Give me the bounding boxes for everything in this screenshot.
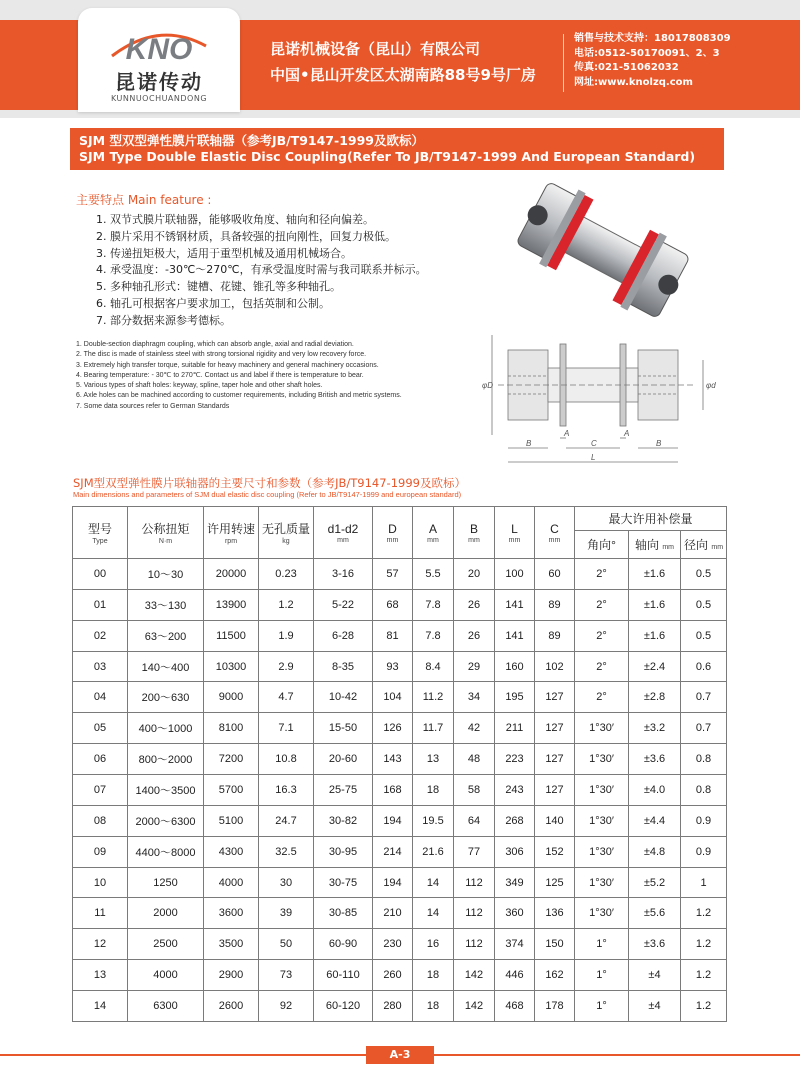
- company-info: [270, 36, 560, 88]
- cell-c: 127: [535, 682, 575, 713]
- header-c: C mm: [535, 507, 575, 559]
- cell-l: 268: [495, 805, 535, 836]
- cell-angle: 1°30′: [575, 898, 629, 929]
- product-title-en: SJM Type Double Elastic Disc Coupling(Refer To JB/T9147-1999 And European Standard): [79, 149, 696, 164]
- contact-info: [574, 32, 794, 90]
- dimension-drawing: [478, 330, 728, 470]
- table-row: [73, 713, 727, 744]
- cell-l: 243: [495, 775, 535, 806]
- cell-radial: 1: [681, 867, 727, 898]
- cell-torque: 4000: [128, 960, 204, 991]
- table-row: [73, 836, 727, 867]
- cell-c: 127: [535, 775, 575, 806]
- cell-axial: ±5.6: [629, 898, 681, 929]
- logo: [78, 8, 240, 112]
- header-b: B mm: [454, 507, 495, 559]
- cell-bore: 30-85: [314, 898, 373, 929]
- contact-website[interactable]: 网址:www.knolzq.com: [574, 76, 693, 88]
- page-number: A-3: [366, 1046, 434, 1064]
- cell-radial: 0.8: [681, 744, 727, 775]
- cell-b: 42: [454, 713, 495, 744]
- cell-angle: 1°30′: [575, 836, 629, 867]
- cell-speed: 13900: [204, 589, 259, 620]
- label-a-left: A: [564, 429, 570, 438]
- cell-b: 34: [454, 682, 495, 713]
- cell-speed: 10300: [204, 651, 259, 682]
- cell-mass: 32.5: [259, 836, 314, 867]
- cell-type: 00: [73, 559, 128, 590]
- cell-axial: ±3.6: [629, 744, 681, 775]
- cell-type: 13: [73, 960, 128, 991]
- page-header: [0, 0, 800, 118]
- list-item: 2. 膜片采用不锈钢材质，具备较强的扭向刚性，回复力极低。: [96, 229, 396, 243]
- cell-bore: 30-95: [314, 836, 373, 867]
- cell-speed: 5100: [204, 805, 259, 836]
- cell-b: 77: [454, 836, 495, 867]
- cell-axial: ±4.0: [629, 775, 681, 806]
- cell-angle: 1°30′: [575, 805, 629, 836]
- cell-bore: 30-75: [314, 867, 373, 898]
- cell-type: 09: [73, 836, 128, 867]
- cell-l: 141: [495, 589, 535, 620]
- cell-mass: 24.7: [259, 805, 314, 836]
- cell-c: 140: [535, 805, 575, 836]
- header-type: 型号 Type: [73, 507, 128, 559]
- cell-b: 142: [454, 960, 495, 991]
- cell-torque: 800～2000: [128, 744, 204, 775]
- cell-a: 7.8: [413, 620, 454, 651]
- cell-c: 89: [535, 589, 575, 620]
- cell-speed: 7200: [204, 744, 259, 775]
- cell-speed: 11500: [204, 620, 259, 651]
- list-item: 3. 传递扭矩极大，适用于重型机械及通用机械场合。: [96, 246, 352, 260]
- table-row: [73, 651, 727, 682]
- table-row: [73, 620, 727, 651]
- cell-mass: 4.7: [259, 682, 314, 713]
- list-item: 6. 轴孔可根据客户要求加工，包括英制和公制。: [96, 296, 330, 310]
- cell-angle: 2°: [575, 682, 629, 713]
- cell-torque: 10～30: [128, 559, 204, 590]
- cell-bore: 25-75: [314, 775, 373, 806]
- cell-b: 58: [454, 775, 495, 806]
- header-radial: 径向 mm: [681, 531, 727, 559]
- cell-speed: 5700: [204, 775, 259, 806]
- cell-torque: 2000～6300: [128, 805, 204, 836]
- cell-angle: 2°: [575, 589, 629, 620]
- cell-radial: 0.8: [681, 775, 727, 806]
- cell-c: 102: [535, 651, 575, 682]
- cell-b: 112: [454, 898, 495, 929]
- cell-radial: 0.5: [681, 620, 727, 651]
- cell-d: 68: [373, 589, 413, 620]
- cell-d: 104: [373, 682, 413, 713]
- cell-l: 349: [495, 867, 535, 898]
- cell-d: 57: [373, 559, 413, 590]
- cell-d: 168: [373, 775, 413, 806]
- header-torque: 公称扭矩 N·m: [128, 507, 204, 559]
- header-divider: [563, 34, 564, 92]
- contact-fax: 传真:021-51062032: [574, 62, 679, 73]
- cell-a: 18: [413, 991, 454, 1022]
- cell-speed: 9000: [204, 682, 259, 713]
- cell-mass: 10.8: [259, 744, 314, 775]
- header-angle: 角向°: [575, 531, 629, 559]
- cell-a: 11.2: [413, 682, 454, 713]
- cell-angle: 1°30′: [575, 713, 629, 744]
- cell-a: 5.5: [413, 559, 454, 590]
- cell-angle: 1°: [575, 960, 629, 991]
- cell-a: 13: [413, 744, 454, 775]
- cell-type: 12: [73, 929, 128, 960]
- specification-table: [72, 506, 727, 1022]
- table-body: [73, 559, 727, 1022]
- logo-english-name: KUNNUOCHUANDONG: [110, 94, 208, 103]
- cell-axial: ±4: [629, 960, 681, 991]
- cell-l: 195: [495, 682, 535, 713]
- logo-text: KNO: [125, 33, 193, 64]
- cell-l: 141: [495, 620, 535, 651]
- list-item: 5. Various types of shaft holes: keyway, spline, taper hole and other shaft holes.: [76, 382, 323, 390]
- cell-speed: 20000: [204, 559, 259, 590]
- cell-radial: 0.7: [681, 713, 727, 744]
- cell-bore: 60-110: [314, 960, 373, 991]
- cell-torque: 1250: [128, 867, 204, 898]
- cell-torque: 33～130: [128, 589, 204, 620]
- cell-torque: 2500: [128, 929, 204, 960]
- cell-axial: ±2.4: [629, 651, 681, 682]
- cell-angle: 1°30′: [575, 744, 629, 775]
- cell-a: 18: [413, 960, 454, 991]
- cell-l: 468: [495, 991, 535, 1022]
- cell-mass: 30: [259, 867, 314, 898]
- cell-axial: ±4.8: [629, 836, 681, 867]
- cell-a: 14: [413, 898, 454, 929]
- coupling-photo: [503, 180, 703, 320]
- feature-list-cn: [96, 212, 456, 330]
- cell-d: 194: [373, 867, 413, 898]
- cell-mass: 2.9: [259, 651, 314, 682]
- cell-mass: 1.2: [259, 589, 314, 620]
- cell-l: 160: [495, 651, 535, 682]
- cell-c: 150: [535, 929, 575, 960]
- cell-torque: 400～1000: [128, 713, 204, 744]
- cell-angle: 2°: [575, 620, 629, 651]
- list-item: 6. Axle holes can be machined according to customer requirements, including British and metric systems.: [76, 392, 402, 400]
- cell-radial: 1.2: [681, 960, 727, 991]
- cell-d: 81: [373, 620, 413, 651]
- list-item: 3. Extremely high transfer torque, suitable for heavy machinery and general machinery occasions.: [76, 361, 379, 369]
- cell-c: 125: [535, 867, 575, 898]
- cell-bore: 60-90: [314, 929, 373, 960]
- cell-radial: 1.2: [681, 898, 727, 929]
- cell-l: 100: [495, 559, 535, 590]
- cell-c: 127: [535, 713, 575, 744]
- table-row: [73, 775, 727, 806]
- cell-d: 126: [373, 713, 413, 744]
- cell-radial: 0.5: [681, 589, 727, 620]
- list-item: 5. 多种轴孔形式：键槽、花键、锥孔等多种轴孔。: [96, 280, 341, 294]
- cell-c: 60: [535, 559, 575, 590]
- cell-angle: 1°30′: [575, 775, 629, 806]
- cell-angle: 1°30′: [575, 867, 629, 898]
- cell-a: 11.7: [413, 713, 454, 744]
- cell-torque: 6300: [128, 991, 204, 1022]
- cell-c: 127: [535, 744, 575, 775]
- logo-chinese-name: 昆诺传动: [115, 70, 203, 94]
- table-row: [73, 991, 727, 1022]
- cell-a: 8.4: [413, 651, 454, 682]
- cell-speed: 4300: [204, 836, 259, 867]
- cell-mass: 7.1: [259, 713, 314, 744]
- label-outer-diameter: φD: [482, 381, 493, 390]
- header-a: A mm: [413, 507, 454, 559]
- cell-axial: ±2.8: [629, 682, 681, 713]
- cell-d: 280: [373, 991, 413, 1022]
- cell-b: 26: [454, 589, 495, 620]
- cell-type: 01: [73, 589, 128, 620]
- cell-a: 21.6: [413, 836, 454, 867]
- label-bore-diameter: φd: [706, 381, 716, 390]
- cell-bore: 3-16: [314, 559, 373, 590]
- cell-c: 152: [535, 836, 575, 867]
- cell-bore: 10-42: [314, 682, 373, 713]
- header-compensation: 最大许用补偿量: [575, 507, 727, 531]
- contact-sales: 销售与技术支持：18017808309: [574, 33, 731, 44]
- cell-a: 18: [413, 775, 454, 806]
- cell-radial: 0.5: [681, 559, 727, 590]
- cell-mass: 92: [259, 991, 314, 1022]
- product-title-cn: SJM 型双型弹性膜片联轴器（参考JB/T9147-1999及欧标）: [79, 133, 424, 148]
- cell-type: 10: [73, 867, 128, 898]
- cell-b: 48: [454, 744, 495, 775]
- list-item: 4. 承受温度：-30℃～270℃，有承受温度时需与我司联系并标示。: [96, 263, 427, 277]
- cell-d: 143: [373, 744, 413, 775]
- header-mass: 无孔质量 kg: [259, 507, 314, 559]
- cell-speed: 3600: [204, 898, 259, 929]
- cell-speed: 2600: [204, 991, 259, 1022]
- cell-c: 89: [535, 620, 575, 651]
- cell-type: 08: [73, 805, 128, 836]
- cell-b: 64: [454, 805, 495, 836]
- cell-angle: 1°: [575, 929, 629, 960]
- cell-torque: 4400～8000: [128, 836, 204, 867]
- cell-mass: 50: [259, 929, 314, 960]
- cell-radial: 0.9: [681, 805, 727, 836]
- cell-bore: 8-35: [314, 651, 373, 682]
- table-row: [73, 559, 727, 590]
- table-title-cn: SJM型双型弹性膜片联轴器的主要尺寸和参数（参考JB/T9147-1999及欧标）: [73, 476, 466, 490]
- cell-l: 374: [495, 929, 535, 960]
- list-item: 1. 双节式膜片联轴器，能够吸收角度、轴向和径向偏差。: [96, 213, 374, 226]
- cell-a: 14: [413, 867, 454, 898]
- cell-a: 7.8: [413, 589, 454, 620]
- header-l: L mm: [495, 507, 535, 559]
- cell-d: 93: [373, 651, 413, 682]
- cell-b: 112: [454, 867, 495, 898]
- cell-l: 211: [495, 713, 535, 744]
- cell-d: 210: [373, 898, 413, 929]
- feature-heading: 主要特点 Main feature :: [76, 193, 212, 207]
- cell-type: 07: [73, 775, 128, 806]
- cell-torque: 140～400: [128, 651, 204, 682]
- cell-radial: 0.6: [681, 651, 727, 682]
- label-b-left: B: [526, 439, 532, 448]
- company-name: 昆诺机械设备（昆山）有限公司: [270, 40, 481, 58]
- cell-b: 26: [454, 620, 495, 651]
- cell-c: 162: [535, 960, 575, 991]
- cell-mass: 0.23: [259, 559, 314, 590]
- cell-bore: 20-60: [314, 744, 373, 775]
- table-title-en: Main dimensions and parameters of SJM dual elastic disc coupling (Refer to JB/T9147-1999 and european standard): [73, 490, 462, 499]
- cell-c: 178: [535, 991, 575, 1022]
- cell-radial: 1.2: [681, 929, 727, 960]
- cell-torque: 1400～3500: [128, 775, 204, 806]
- list-item: 1. Double-section diaphragm coupling, which can absorb angle, axial and radial deviation.: [76, 341, 354, 348]
- label-b-right: B: [656, 439, 662, 448]
- cell-axial: ±5.2: [629, 867, 681, 898]
- cell-bore: 60-120: [314, 991, 373, 1022]
- logo-mark-icon: [106, 26, 212, 64]
- cell-axial: ±1.6: [629, 620, 681, 651]
- cell-c: 136: [535, 898, 575, 929]
- cell-axial: ±4.4: [629, 805, 681, 836]
- cell-mass: 73: [259, 960, 314, 991]
- cell-b: 29: [454, 651, 495, 682]
- cell-a: 16: [413, 929, 454, 960]
- cell-d: 230: [373, 929, 413, 960]
- cell-speed: 8100: [204, 713, 259, 744]
- cell-torque: 200～630: [128, 682, 204, 713]
- cell-a: 19.5: [413, 805, 454, 836]
- table-row: [73, 589, 727, 620]
- cell-bore: 6-28: [314, 620, 373, 651]
- cell-type: 03: [73, 651, 128, 682]
- cell-d: 260: [373, 960, 413, 991]
- cell-bore: 30-82: [314, 805, 373, 836]
- cell-type: 11: [73, 898, 128, 929]
- header-bore: d1-d2 mm: [314, 507, 373, 559]
- table-row: [73, 682, 727, 713]
- cell-angle: 2°: [575, 651, 629, 682]
- header-d: D mm: [373, 507, 413, 559]
- cell-type: 06: [73, 744, 128, 775]
- cell-angle: 1°: [575, 991, 629, 1022]
- cell-axial: ±4: [629, 991, 681, 1022]
- list-item: 7. 部分数据来源参考德标。: [96, 313, 231, 327]
- cell-mass: 16.3: [259, 775, 314, 806]
- table-row: [73, 805, 727, 836]
- table-row: [73, 744, 727, 775]
- cell-radial: 0.7: [681, 682, 727, 713]
- header-axial: 轴向 mm: [629, 531, 681, 559]
- list-item: 2. The disc is made of stainless steel with strong torsional rigidity and very low recovery force.: [76, 351, 367, 359]
- product-title-banner: [70, 128, 724, 170]
- cell-torque: 63～200: [128, 620, 204, 651]
- cell-torque: 2000: [128, 898, 204, 929]
- cell-type: 05: [73, 713, 128, 744]
- page-footer: [0, 1046, 800, 1064]
- cell-bore: 15-50: [314, 713, 373, 744]
- cell-type: 04: [73, 682, 128, 713]
- cell-axial: ±3.6: [629, 929, 681, 960]
- feature-list-en: [76, 340, 476, 412]
- cell-axial: ±1.6: [629, 559, 681, 590]
- label-a-right: A: [624, 429, 630, 438]
- header-speed: 许用转速 rpm: [204, 507, 259, 559]
- cell-type: 02: [73, 620, 128, 651]
- cell-bore: 5-22: [314, 589, 373, 620]
- cell-mass: 39: [259, 898, 314, 929]
- company-address: 中国•昆山开发区太湖南路88号9号厂房: [270, 66, 536, 84]
- cell-d: 194: [373, 805, 413, 836]
- table-row: [73, 960, 727, 991]
- label-l: L: [591, 453, 596, 462]
- cell-mass: 1.9: [259, 620, 314, 651]
- cell-b: 112: [454, 929, 495, 960]
- cell-angle: 2°: [575, 559, 629, 590]
- table-row: [73, 898, 727, 929]
- contact-phone: 电话:0512-50170091、2、3: [574, 47, 720, 59]
- cell-axial: ±3.2: [629, 713, 681, 744]
- cell-b: 20: [454, 559, 495, 590]
- cell-radial: 1.2: [681, 991, 727, 1022]
- label-c: C: [591, 439, 597, 448]
- cell-speed: 4000: [204, 867, 259, 898]
- cell-axial: ±1.6: [629, 589, 681, 620]
- cell-l: 360: [495, 898, 535, 929]
- cell-speed: 3500: [204, 929, 259, 960]
- cell-l: 306: [495, 836, 535, 867]
- cell-d: 214: [373, 836, 413, 867]
- cell-speed: 2900: [204, 960, 259, 991]
- table-row: [73, 929, 727, 960]
- cell-type: 14: [73, 991, 128, 1022]
- cell-b: 142: [454, 991, 495, 1022]
- list-item: 7. Some data sources refer to German Standards: [76, 402, 230, 410]
- cell-radial: 0.9: [681, 836, 727, 867]
- table-row: [73, 867, 727, 898]
- cell-l: 446: [495, 960, 535, 991]
- list-item: 4. Bearing temperature: - 30℃ to 270℃. Contact us and label if there is temperature to bear.: [76, 371, 364, 379]
- cell-l: 223: [495, 744, 535, 775]
